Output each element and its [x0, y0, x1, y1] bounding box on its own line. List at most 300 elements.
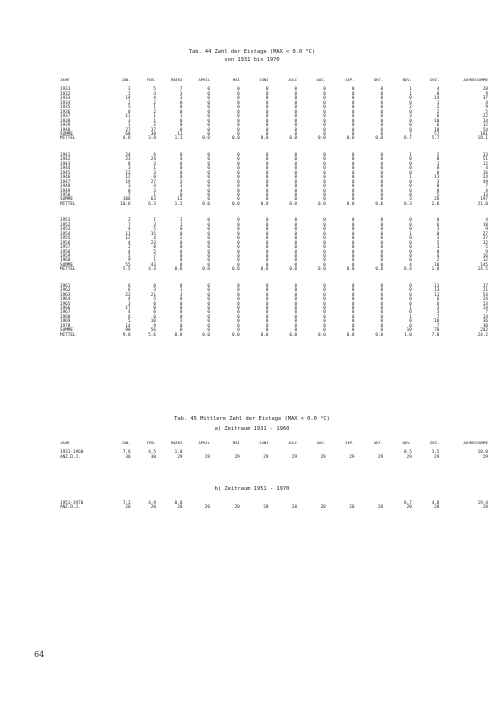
table-cell: 4 [128, 310, 131, 316]
table-cell: 0 [179, 105, 183, 111]
table-cell: 4 [409, 262, 412, 268]
table-cell: 0 [323, 197, 326, 203]
table-cell: 0 [265, 236, 269, 242]
table-cell: 0 [265, 258, 269, 264]
table-cell: 0 [323, 166, 326, 172]
table-cell: 0 [380, 105, 384, 111]
table-cell: 0 [351, 170, 355, 176]
table-cell: 5 [153, 297, 156, 303]
table-cell: 3 [153, 222, 156, 228]
table-cell: 90 [125, 328, 131, 334]
table-cell: 0 [380, 192, 384, 198]
table-cell: 0.0 [375, 332, 384, 338]
row-label: 1960 [60, 258, 71, 264]
table-cell: 0 [265, 175, 269, 181]
row-label: ANZ.D.J. [60, 505, 81, 511]
table-cell: 0 [351, 288, 355, 294]
table-cell: 0 [323, 127, 326, 133]
table-cell: 0 [323, 184, 326, 190]
table-cell: 29 [320, 454, 326, 460]
table-cell: 20 [204, 505, 210, 511]
table-cell: 0 [351, 179, 355, 185]
table-cell: 20 [434, 505, 440, 511]
table-cell: 0 [265, 152, 269, 158]
table-cell: 0 [323, 258, 326, 264]
table-cell: 0 [294, 323, 298, 329]
table-cell: 13 [482, 192, 488, 198]
table-cell: 0 [409, 283, 412, 289]
table-cell: 0 [436, 170, 440, 176]
row-label: 1965 [60, 301, 71, 307]
table-cell: 0 [323, 323, 326, 329]
table-cell: 0 [351, 87, 355, 93]
table-cell: 2 [153, 123, 156, 129]
table-cell: 4 [153, 184, 156, 190]
table-cell: 14 [482, 314, 488, 320]
table-cell: 0 [323, 253, 326, 259]
table-cell: 0 [380, 297, 384, 303]
table-cell: 13 [125, 170, 131, 176]
table-cell: 2 [436, 109, 440, 115]
row-label: SUMME [60, 197, 73, 203]
table-cell: 3 [436, 310, 440, 316]
tab45-subtitle-a: a) Zeitraum 1931 - 1960 [214, 426, 290, 432]
table-cell: 0.0 [232, 332, 240, 338]
table-cell: 23 [150, 240, 156, 246]
row-label: 1961 [60, 283, 71, 289]
table-cell: 18.1 [477, 136, 488, 142]
table-cell: 23 [125, 157, 131, 163]
table-cell: 0.0 [375, 267, 384, 273]
table-cell: 0 [265, 166, 269, 172]
table-cell: 0 [128, 109, 131, 115]
table-cell: 0 [265, 240, 269, 246]
table-cell: 0 [380, 157, 384, 163]
table-cell: 0.0 [318, 332, 326, 338]
table-cell: 0 [265, 114, 269, 120]
table-cell: 0 [380, 152, 384, 158]
table-cell: 0 [265, 127, 269, 133]
table-cell: 0 [207, 258, 210, 264]
table-cell: 1 [153, 105, 156, 111]
table-cell: 20 [291, 505, 298, 511]
table-cell: 0 [265, 310, 269, 316]
table-cell: 0 [380, 109, 384, 115]
table-cell: 0 [323, 96, 326, 102]
table-cell: 5.6 [148, 332, 156, 338]
table-cell: 0 [237, 314, 240, 320]
table-cell: 0 [237, 127, 240, 133]
column-header: MAI [232, 440, 240, 445]
table-cell: 0 [237, 262, 240, 268]
table-cell: 0 [294, 258, 298, 264]
table-cell: 0 [323, 231, 326, 237]
column-header: JAN. [121, 77, 131, 82]
table-cell: 0 [294, 105, 298, 111]
table-cell: 0 [294, 227, 298, 233]
table-cell: 3 [153, 170, 156, 176]
table-cell: 0 [380, 197, 384, 203]
table-cell: 19 [125, 179, 131, 185]
table-cell: 0.0 [289, 201, 298, 207]
table-cell: 145 [480, 262, 488, 268]
table-cell: 14 [125, 96, 131, 102]
table-cell: 29 [177, 454, 183, 460]
table-cell: 0 [380, 96, 384, 102]
table-cell: 0 [179, 227, 183, 233]
table-cell: 0 [237, 123, 240, 129]
table-cell: 0 [207, 87, 210, 93]
table-cell: 0 [323, 114, 326, 120]
table-cell: 5 [153, 249, 156, 255]
table-cell: 1 [179, 114, 183, 120]
table-cell: 7 [485, 310, 488, 316]
table-cell: 0 [207, 100, 210, 106]
table-cell: 0 [323, 288, 326, 294]
row-label: 1968 [60, 314, 71, 320]
table-cell: 0 [351, 218, 355, 224]
table-cell: 13 [434, 288, 440, 294]
table-cell: 0 [294, 301, 298, 307]
table-cell: 0 [351, 131, 355, 137]
table-cell: 11 [125, 231, 131, 237]
table-cell: 12 [482, 161, 488, 167]
table-cell: 0 [207, 175, 210, 181]
tab44-subtitle: von 1931 bis 1970 [224, 57, 280, 63]
table-cell: 0 [323, 328, 326, 334]
table-cell: 0 [237, 152, 240, 158]
table-cell: 0.0 [202, 201, 210, 207]
column-header: OKT. [373, 440, 384, 445]
table-cell: 0 [380, 179, 384, 185]
table-cell: 0 [409, 118, 412, 124]
table-cell: 4.9 [148, 501, 156, 506]
table-cell: 0 [380, 258, 384, 264]
table-cell: 0.0 [232, 136, 240, 142]
column-header: JULI [287, 440, 298, 445]
table-cell: 0 [409, 170, 412, 176]
table-cell: 0 [237, 91, 240, 97]
table-cell: 37 [482, 96, 488, 102]
table-cell: 0 [380, 227, 384, 233]
table-cell: 10.6 [120, 201, 131, 207]
table-cell: 0 [436, 249, 440, 255]
table-cell: 4 [485, 166, 488, 172]
table-cell: 0 [409, 227, 412, 233]
table-cell: 7 [485, 184, 488, 190]
table-cell: 0 [380, 262, 384, 268]
table-cell: 20 [349, 505, 355, 511]
column-header: JAN. [121, 440, 131, 445]
table-cell: 0.4 [404, 267, 412, 273]
table-cell: 3 [179, 96, 183, 102]
table-cell: 0 [207, 96, 210, 102]
table-cell: 0 [294, 114, 298, 120]
table-cell: 6.8 [122, 136, 131, 142]
table-cell: 7 [128, 222, 131, 228]
table-cell: 0.0 [289, 136, 298, 142]
table-cell: 10 [150, 319, 156, 325]
table-cell: 20 [482, 505, 488, 511]
table-cell: 0 [380, 222, 384, 228]
table-cell: 0 [207, 227, 210, 233]
table-cell: 0.0 [232, 201, 240, 207]
tab45-table-a [60, 441, 488, 460]
table-cell: 0 [351, 157, 355, 163]
table-cell: 3 [179, 91, 183, 97]
table-cell: 30 [125, 454, 131, 460]
table-cell: 0 [323, 306, 326, 312]
table-cell: 0 [294, 166, 298, 172]
table-cell: 0.7 [404, 501, 412, 506]
table-cell: 0 [237, 222, 240, 228]
table-cell: 6 [436, 222, 440, 228]
table-cell: 1 [409, 231, 412, 237]
table-cell: 0 [265, 319, 269, 325]
table-cell: 26 [434, 197, 440, 203]
table-cell: 0 [153, 175, 156, 181]
table-cell: 0 [323, 105, 326, 111]
table-cell: 22 [482, 114, 488, 120]
table-cell: 0 [207, 91, 210, 97]
table-cell: 1 [409, 306, 412, 312]
table-cell: 0 [294, 297, 298, 303]
row-label: 1957 [60, 245, 71, 251]
table-cell: 0.0 [318, 267, 326, 273]
table-cell: 0 [380, 87, 384, 93]
row-label: MITTEL [60, 201, 76, 207]
table-cell: 0 [351, 100, 355, 106]
table-cell: 0 [294, 100, 298, 106]
table-cell: 0 [436, 184, 440, 190]
table-cell: 6 [436, 114, 440, 120]
tab45-table-b [60, 502, 488, 511]
table-cell: 4 [485, 218, 488, 224]
table-cell: 0 [237, 328, 240, 334]
table-cell: 0 [409, 319, 412, 325]
table-cell: 0 [265, 218, 269, 224]
table-cell: 0 [265, 227, 269, 233]
table-cell: 0 [265, 100, 269, 106]
table-cell: 24 [482, 306, 488, 312]
row-label: 1964 [60, 297, 71, 303]
table-cell: 18.0 [477, 450, 488, 456]
table-cell: 0 [436, 218, 440, 224]
table-cell: 4 [485, 100, 488, 106]
table-cell: 51 [482, 157, 488, 163]
table-cell: 0 [323, 192, 326, 198]
table-cell: 2 [436, 105, 440, 111]
table-cell: 0 [294, 292, 298, 298]
table-cell: 12 [482, 258, 488, 264]
table-cell: 29 [263, 454, 269, 460]
table-cell: 0.8 [174, 501, 183, 506]
table-cell: 0.8 [174, 332, 183, 338]
table-cell: 8 [179, 262, 183, 268]
table-cell: 9 [153, 323, 156, 329]
table-cell: 0 [380, 283, 384, 289]
table-cell: 0 [351, 236, 355, 242]
table-cell: 12 [177, 197, 183, 203]
table-cell: 0 [265, 288, 269, 294]
table-cell: 0.0 [260, 332, 269, 338]
table-cell: 0.7 [404, 136, 412, 142]
table-cell: 29 [406, 454, 412, 460]
table-cell: 0 [294, 222, 298, 228]
table-cell: 0 [207, 179, 210, 185]
table-cell: 9 [128, 258, 131, 264]
table-cell: 0 [351, 188, 355, 194]
table-cell: 0 [153, 245, 156, 251]
table-cell: 0 [380, 175, 384, 181]
table-cell: 5.5 [122, 267, 131, 273]
table-cell: 0 [207, 262, 210, 268]
table-cell: 68 [125, 131, 131, 137]
table-cell: 0 [351, 323, 355, 329]
table-cell: 0 [237, 288, 240, 294]
table-cell: 0 [294, 236, 298, 242]
tab44-title: Tab. 44 Zahl der Eistage (MAX < 0.0 °C) [188, 49, 316, 55]
table-cell: 0 [207, 166, 210, 172]
table-cell: 0 [294, 179, 298, 185]
table-cell: 0 [207, 306, 210, 312]
table-cell: 0 [380, 118, 384, 124]
table-cell: 0 [323, 292, 326, 298]
table-cell: 29 [349, 454, 355, 460]
table-cell: 0 [237, 301, 240, 307]
row-label: MITTEL [60, 136, 76, 142]
table-cell: 7 [179, 87, 183, 93]
column-header: AUG. [316, 440, 326, 445]
row-label: 1951 [60, 218, 71, 224]
table-cell: 0 [323, 240, 326, 246]
table-cell: 10 [434, 127, 440, 133]
table-cell: 0 [351, 175, 355, 181]
table-cell: 0 [294, 249, 298, 255]
table-cell: 12 [482, 123, 488, 129]
column-header: SEP. [345, 77, 355, 82]
table-cell: 0 [265, 197, 269, 203]
table-cell: 29 [434, 454, 440, 460]
table-cell: 0 [323, 152, 326, 158]
table-cell: 17 [125, 306, 131, 312]
table-cell: 24 [125, 152, 131, 158]
table-cell: 12 [125, 175, 131, 181]
table-cell: 0 [436, 231, 440, 237]
row-label: 1943 [60, 161, 71, 167]
table-cell: 0 [153, 310, 156, 316]
table-cell: 7.3 [122, 501, 131, 506]
row-label: 1947 [60, 179, 71, 185]
table-cell: 1 [153, 114, 156, 120]
table-cell: 0 [179, 192, 183, 198]
row-label: 1955 [60, 236, 71, 242]
table-cell: 3 [179, 184, 183, 190]
table-cell: 0 [409, 297, 412, 303]
table-cell: 12 [125, 236, 131, 242]
row-label: 1940 [60, 127, 71, 133]
table-cell: 33 [482, 152, 488, 158]
row-label: 1970 [60, 323, 71, 329]
table-cell: 0 [323, 118, 326, 124]
table-cell: 56 [150, 328, 156, 334]
table-cell: 5.7 [431, 136, 440, 142]
table-cell: 10 [434, 118, 440, 124]
table-cell: 16 [482, 170, 488, 176]
row-label: 1956 [60, 240, 71, 246]
table-cell: 0 [207, 253, 210, 259]
table-cell: 0 [207, 197, 210, 203]
table-cell: 19.4 [477, 501, 488, 506]
table-cell: 0 [265, 157, 269, 163]
table-cell: 0 [351, 123, 355, 129]
table-cell: 24.2 [477, 332, 488, 338]
table-cell: 29 [234, 454, 240, 460]
column-header: NOV. [402, 440, 412, 445]
table-cell: 0 [265, 306, 269, 312]
table-cell: 1 [153, 118, 156, 124]
table-cell: 7 [436, 323, 440, 329]
table-cell: 0 [179, 240, 183, 246]
table-cell: 0 [237, 175, 240, 181]
table-cell: 0 [265, 105, 269, 111]
table-cell: 0 [207, 249, 210, 255]
table-cell: 0 [380, 245, 384, 251]
table-cell: 3 [153, 91, 156, 97]
table-cell: 242 [480, 328, 488, 334]
table-cell: 0 [409, 323, 412, 329]
table-cell: 0 [380, 310, 384, 316]
row-label: 1951-1970 [60, 501, 84, 506]
table-cell: 0 [265, 161, 269, 167]
table-cell: 0 [409, 166, 412, 172]
table-cell: 0 [351, 328, 355, 334]
table-cell: 0 [265, 131, 269, 137]
table-cell: 0 [323, 109, 326, 115]
row-label: 1967 [60, 310, 71, 316]
table-cell: 30 [150, 454, 156, 460]
table-cell: 0 [323, 131, 326, 137]
table-cell: 0 [207, 297, 210, 303]
table-cell: 0 [294, 91, 298, 97]
table-cell: 4 [436, 87, 440, 93]
table-cell: 0 [265, 188, 269, 194]
table-cell: 9 [485, 227, 488, 233]
table-cell: 0 [380, 170, 384, 176]
table-cell: 0 [237, 310, 240, 316]
table-cell: 0 [294, 127, 298, 133]
table-cell: 2 [128, 245, 131, 251]
table-cell: 1 [153, 192, 156, 198]
table-cell: 3 [128, 166, 131, 172]
row-label: 1932 [60, 91, 71, 97]
tab45-subtitle-b: b) Zeitraum 1951 - 1970 [214, 486, 290, 492]
row-label: 1931-1960 [60, 450, 84, 456]
table-cell: 0 [323, 283, 326, 289]
table-cell: 4 [128, 249, 131, 255]
table-cell: 0 [351, 301, 355, 307]
table-cell: 0 [351, 297, 355, 303]
table-cell: 0.0 [375, 201, 384, 207]
table-cell: 78 [434, 328, 440, 334]
table-cell: 0.0 [260, 267, 269, 273]
table-cell: 0 [409, 96, 412, 102]
table-cell: 0 [237, 118, 240, 124]
table-cell: 0.0 [346, 201, 355, 207]
table-cell: 11 [434, 175, 440, 181]
table-cell: 16 [482, 253, 488, 259]
table-cell: 0.0 [202, 332, 210, 338]
